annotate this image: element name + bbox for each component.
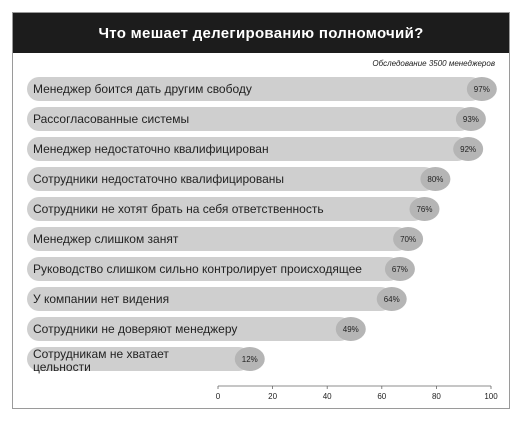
category-label: Сотрудники недостаточно квалифицированы xyxy=(33,172,285,186)
x-tick-label: 20 xyxy=(268,392,278,401)
value-label: 67% xyxy=(391,265,408,274)
category-label: Рассогласованные системы xyxy=(33,112,190,126)
x-tick-label: 100 xyxy=(484,392,498,401)
value-label: 70% xyxy=(400,235,417,244)
value-label: 92% xyxy=(460,145,477,154)
value-label: 97% xyxy=(473,85,490,94)
value-label: 76% xyxy=(416,205,433,214)
value-label: 93% xyxy=(462,115,479,124)
x-tick-label: 60 xyxy=(377,392,387,401)
x-tick-label: 40 xyxy=(322,392,332,401)
chart-subtitle: Обследование 3500 менеджеров xyxy=(372,59,495,68)
x-tick-label: 80 xyxy=(431,392,441,401)
category-label: Руководство слишком сильно контролирует происходящее xyxy=(33,262,362,276)
category-label: Сотрудники не хотят брать на себя ответственность xyxy=(33,202,324,216)
value-label: 49% xyxy=(342,325,359,334)
value-label: 64% xyxy=(383,295,400,304)
category-label: Менеджер боится дать другим свободу xyxy=(33,82,252,96)
category-label: Сотрудники не доверяют менеджеру xyxy=(33,322,238,336)
chart-title: Что мешает делегированию полномочий? xyxy=(13,13,509,53)
value-label: 80% xyxy=(427,175,444,184)
value-label: 12% xyxy=(241,355,258,364)
category-label: Менеджер слишком занят xyxy=(33,232,179,246)
category-label: Менеджер недостаточно квалифицирован xyxy=(33,142,269,156)
category-label: Сотрудникам не хватает цельности xyxy=(33,347,169,374)
x-tick-label: 0 xyxy=(215,392,221,401)
category-label: У компании нет видения xyxy=(33,292,170,306)
